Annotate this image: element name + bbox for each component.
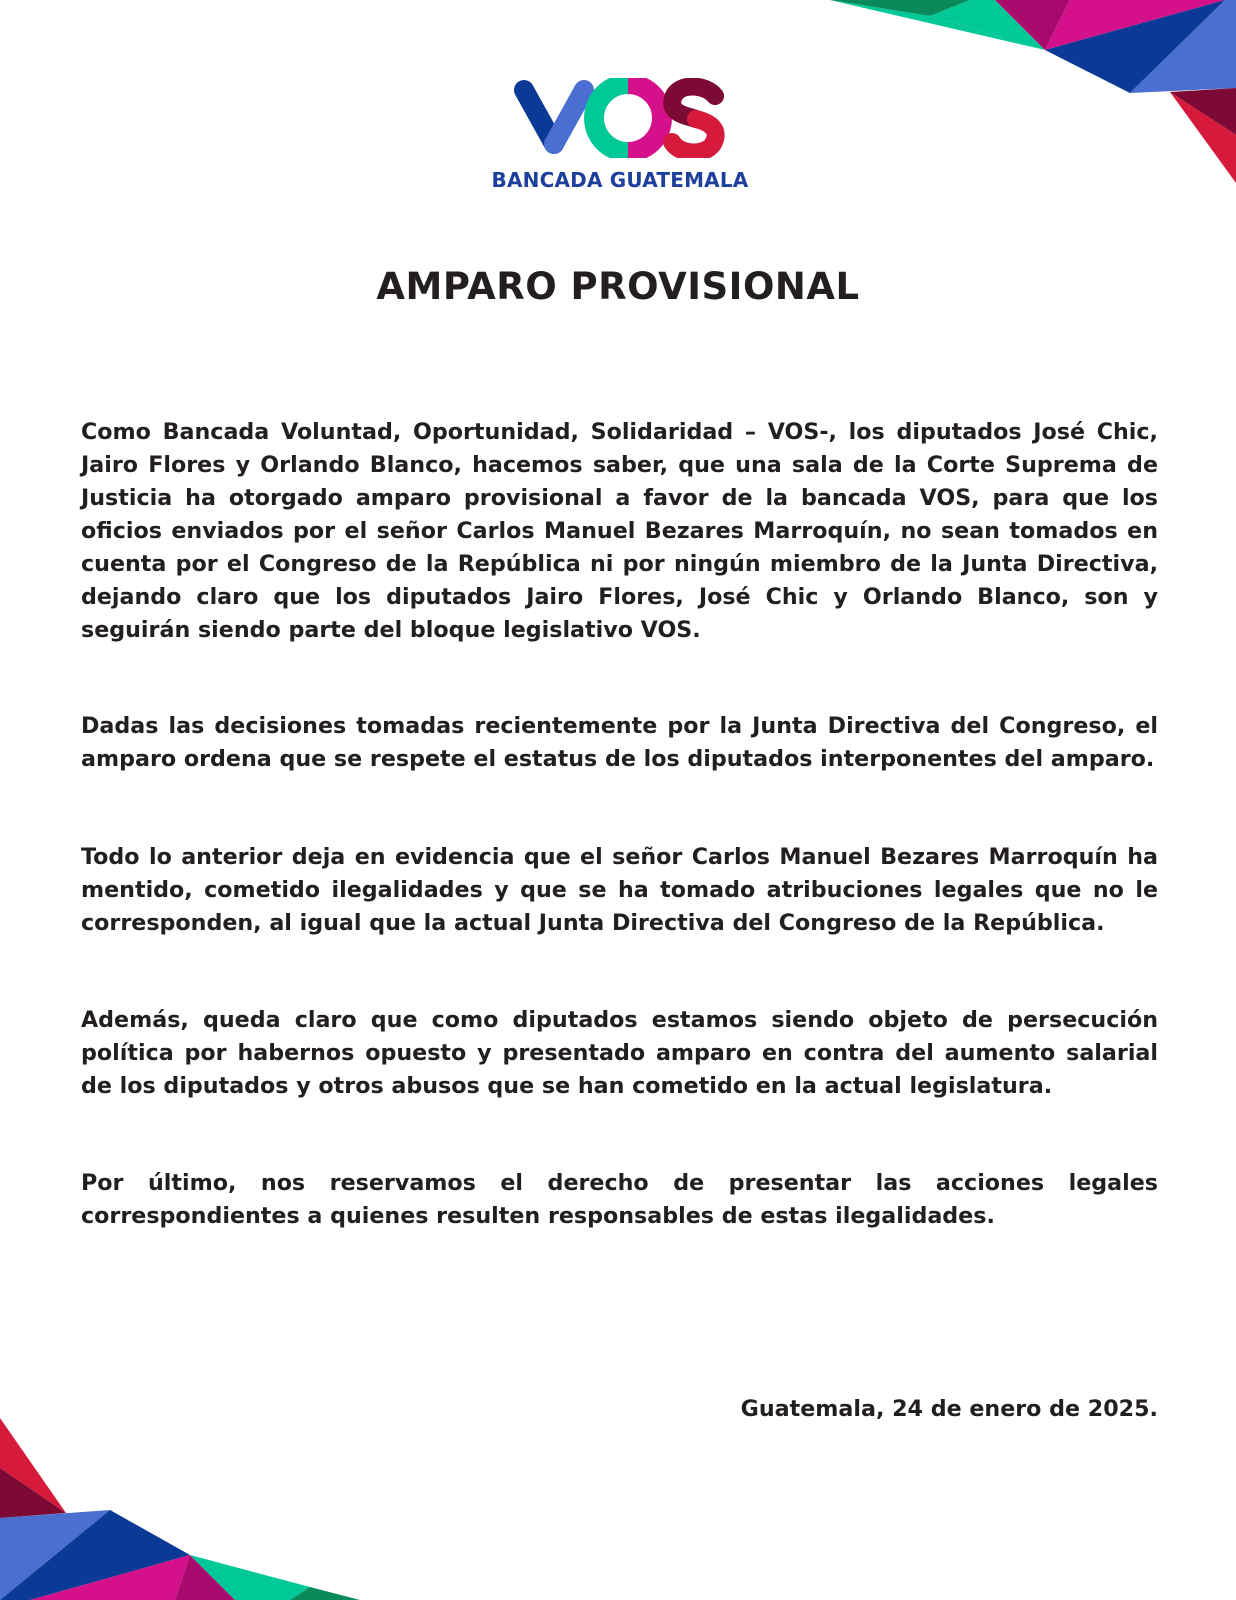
paragraph-2: Dadas las decisiones tomadas recientemente por la Junta Directiva del Congreso, el amparo ordena que se respete el estatus de los diputados interponentes del amparo. [81, 713, 1158, 772]
logo-subtitle: BANCADA GUATEMALA [491, 168, 749, 192]
paragraph-5: Por último, nos reservamos el derecho de presentar las acciones legales correspondientes a quienes resulten responsables de estas ilegalidades. [81, 1170, 1158, 1229]
paragraph-4: Además, queda claro que como diputados estamos siendo objeto de persecución política por habernos opuesto y presentado amparo en contra del aumento salarial de los diputados y otros abusos que se han cometido en la actual legislatura. [81, 1007, 1158, 1099]
paragraph-1: Como Bancada Voluntad, Oportunidad, Solidaridad – VOS-, los diputados José Chic, Jairo Flores y Orlando Blanco, hacemos saber, que una sala de la Corte Suprema de Justicia ha otorgado amparo provisional a favor de la bancada VOS, para que los oficios enviados por el señor Carlos Manuel Bezares Marroquín, no sean tomados en cuenta por el Congreso de la República ni por ningún miembro de la Junta Directiva, dejando claro que los diputados Jairo Flores, José Chic y Orlando Blanco, son y seguirán siendo parte del bloque legislativo VOS. [81, 419, 1158, 643]
document-title: AMPARO PROVISIONAL [376, 265, 860, 308]
dateline: Guatemala, 24 de enero de 2025. [740, 1396, 1158, 1422]
vos-wordmark-logo [510, 78, 730, 158]
vos-logo [470, 70, 770, 200]
decorative-corner-bottom-left [0, 1380, 420, 1600]
decorative-corner-top-right [830, 0, 1236, 200]
paragraph-3: Todo lo anterior deja en evidencia que el señor Carlos Manuel Bezares Marroquín ha mentido, cometido ilegalidades y que se ha tomado atribuciones legales que no le corresponden, al igual que la actual Junta Directiva del Congreso de la República. [81, 844, 1158, 936]
